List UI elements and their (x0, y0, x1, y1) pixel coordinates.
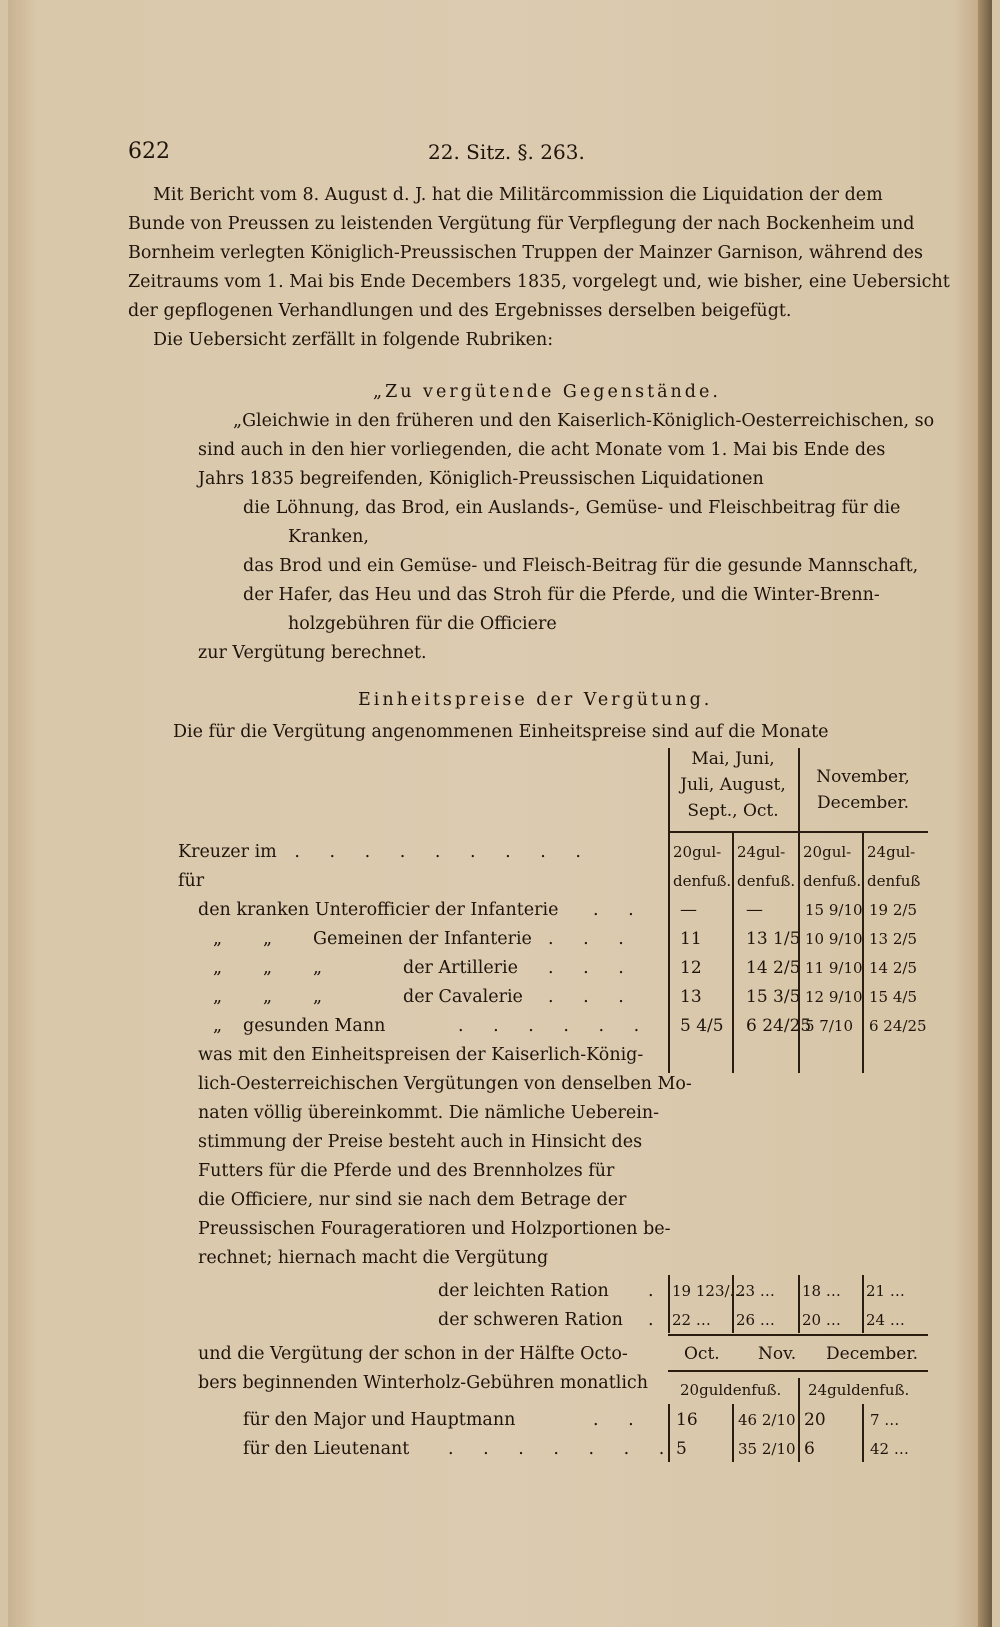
cell: 5 (676, 1439, 687, 1459)
leader-dots: . (648, 1281, 654, 1301)
cell: 24 … (866, 1311, 905, 1329)
ditto-mark: „ (213, 987, 223, 1007)
cell: 19 2/5 (869, 901, 917, 919)
cell: 22 … (672, 1311, 711, 1329)
text-line: und die Vergütung der schon in der Hälfte Octo- (198, 1344, 628, 1364)
intro-line: der gepflogenen Verhandlungen und des Ergebnisses derselben beigefügt. (128, 301, 792, 321)
ditto-mark: „ (213, 958, 223, 978)
table-rule (668, 1275, 670, 1333)
ditto-mark: „ (263, 929, 273, 949)
row-label: gesunden Mann (243, 1016, 386, 1036)
cell: 20 … (802, 1311, 841, 1329)
cell: 6 24/25 (869, 1017, 927, 1035)
text-line: Preussischen Fourageratioren und Holzportionen be- (198, 1219, 671, 1239)
cell: 35 2/10 (738, 1440, 796, 1458)
row-label: der schweren Ration (438, 1310, 623, 1330)
fuss-header: 24guldenfuß. (808, 1381, 910, 1399)
table-rule (732, 832, 734, 1073)
item-line: holzgebühren für die Officiere (288, 614, 557, 634)
row-label: Gemeinen der Infanterie (313, 929, 532, 949)
table-rule (798, 1275, 800, 1333)
col-subheader: denfuß. (803, 872, 862, 890)
cell: 7 … (870, 1411, 900, 1429)
leader-dots: . . . (548, 929, 636, 949)
cell: 19 123/… (672, 1282, 745, 1300)
cell: 26 … (736, 1311, 775, 1329)
leader-dots: . . . (548, 958, 636, 978)
row-label: für den Lieutenant (243, 1439, 410, 1459)
item-line: Kranken, (288, 527, 369, 547)
page-spine-shadow (978, 0, 992, 1627)
text-line: Futters für die Pferde und des Brennholzes für (198, 1161, 615, 1181)
cell: 46 2/10 (738, 1411, 796, 1429)
section-line: sind auch in den hier vorliegenden, die acht Monate vom 1. Mai bis Ende des (198, 440, 886, 460)
row-label: den kranken Unterofficier der Infanterie (198, 900, 559, 920)
table-rule (732, 1404, 734, 1462)
cell: 12 9/10 (805, 988, 863, 1006)
table-rule (862, 1275, 864, 1333)
item-line: der Hafer, das Heu und das Stroh für die Pferde, und die Winter-Brenn- (243, 585, 880, 605)
item-line: die Löhnung, das Brod, ein Auslands-, Gemüse- und Fleischbeitrag für die (243, 498, 901, 518)
ditto-mark: „ (263, 987, 273, 1007)
table-rule (668, 831, 928, 833)
period-header: November, (816, 767, 910, 787)
table-rule (798, 1378, 800, 1462)
leader-dots: . . (593, 900, 646, 920)
row-label: der Cavalerie (403, 987, 523, 1007)
cell: 12 (680, 958, 702, 978)
row-label-fuer: für (178, 871, 205, 891)
text-line: naten völlig übereinkommt. Die nämliche Ueberein- (198, 1103, 660, 1123)
month-header: Oct. (684, 1344, 720, 1364)
section-line: Jahrs 1835 begreifenden, Königlich-Preussischen Liquidationen (198, 469, 764, 489)
period-header: Juli, August, (680, 775, 786, 795)
cell: 11 (680, 929, 702, 949)
text-line: bers beginnenden Winterholz-Gebühren monatlich (198, 1373, 648, 1393)
col-subheader: denfuß. (673, 872, 732, 890)
running-title: 22. Sitz. §. 263. (428, 140, 585, 164)
leader-dots: . . (593, 1410, 646, 1430)
cell: 15 3/5 (746, 987, 801, 1007)
cell: 10 9/10 (805, 930, 863, 948)
cell: 16 (676, 1410, 698, 1430)
cell: 42 … (870, 1440, 909, 1458)
month-header: Nov. (758, 1344, 797, 1364)
intro-line: Die Uebersicht zerfällt in folgende Rubriken: (153, 330, 554, 350)
cell: 20 (804, 1410, 826, 1430)
item-line: das Brod und ein Gemüse- und Fleisch-Beitrag für die gesunde Mannschaft, (243, 556, 919, 576)
period-header: December. (817, 793, 909, 813)
cell: — (746, 900, 763, 920)
text-line: die Officiere, nur sind sie nach dem Betrage der (198, 1190, 627, 1210)
fuss-header: 20guldenfuß. (680, 1381, 782, 1399)
intro-line: Bornheim verlegten Königlich-Preussischen Truppen der Mainzer Garnison, während des (128, 243, 924, 263)
cell: 21 … (866, 1282, 905, 1300)
cell: 11 9/10 (805, 959, 863, 977)
text-line: stimmung der Preise besteht auch in Hinsicht des (198, 1132, 643, 1152)
table-rule (862, 832, 864, 1073)
cell: 14 2/5 (746, 958, 801, 978)
period-header: Sept., Oct. (687, 801, 779, 821)
month-header: December. (826, 1344, 918, 1364)
leader-dots: . (648, 1310, 654, 1330)
leader-dots: . . . . . . . (448, 1439, 677, 1459)
section-heading: Einheitspreise der Vergütung. (358, 690, 713, 710)
cell: 6 (804, 1439, 815, 1459)
ditto-mark: „ (313, 987, 323, 1007)
ditto-mark: „ (213, 929, 223, 949)
col-subheader: 24gul- (867, 843, 916, 861)
col-subheader: denfuß (867, 872, 921, 890)
cell: 15 9/10 (805, 901, 863, 919)
cell: 23 … (736, 1282, 775, 1300)
leader-dots: . . . . . . (458, 1016, 652, 1036)
cell: 5 7/10 (805, 1017, 853, 1035)
cell: 15 4/5 (869, 988, 917, 1006)
cell: 14 2/5 (869, 959, 917, 977)
cell: — (680, 900, 697, 920)
section-line: „Gleichwie in den früheren und den Kaiserlich-Königlich-Oesterreichischen, so (233, 411, 935, 431)
table-rule (668, 1334, 928, 1336)
cell: 18 … (802, 1282, 841, 1300)
cell: 13 1/5 (746, 929, 801, 949)
table-rule (862, 1404, 864, 1462)
section-heading: „Zu vergütende Gegenstände. (373, 382, 721, 402)
cell: 6 24/25 (746, 1016, 812, 1036)
row-label: der leichten Ration (438, 1281, 609, 1301)
ditto-mark: „ (313, 958, 323, 978)
text-line: was mit den Einheitspreisen der Kaiserlich-König- (198, 1045, 644, 1065)
col-subheader: 24gul- (737, 843, 786, 861)
col-subheader: 20gul- (673, 843, 722, 861)
col-subheader: 20gul- (803, 843, 852, 861)
leader-dots: . . . (548, 987, 636, 1007)
row-label-kreuzer: Kreuzer im . . . . . . . . . (178, 842, 593, 862)
period-header: Mai, Juni, (691, 749, 775, 769)
col-subheader: denfuß. (737, 872, 796, 890)
row-label: für den Major und Hauptmann (243, 1410, 516, 1430)
ditto-mark: „ (213, 1016, 223, 1036)
table-rule (668, 1370, 928, 1372)
intro-line: Bunde von Preussen zu leistenden Vergütung für Verpflegung der nach Bockenheim und (128, 214, 915, 234)
cell: 5 4/5 (680, 1016, 724, 1036)
cell: 13 (680, 987, 702, 1007)
text-line: lich-Oesterreichischen Vergütungen von denselben Mo- (198, 1074, 692, 1094)
intro-line: Zeitraums vom 1. Mai bis Ende Decembers 1835, vorgelegt und, wie bisher, eine Uebersicht (128, 272, 950, 292)
text-line: rechnet; hiernach macht die Vergütung (198, 1248, 549, 1268)
intro-line: Mit Bericht vom 8. August d. J. hat die Militärcommission die Liquidation der dem (153, 185, 883, 205)
row-label: der Artillerie (403, 958, 518, 978)
page-number: 622 (128, 139, 170, 164)
table-intro: Die für die Vergütung angenommenen Einheitspreise sind auf die Monate (173, 722, 829, 742)
ditto-mark: „ (263, 958, 273, 978)
cell: 13 2/5 (869, 930, 917, 948)
book-page (8, 0, 992, 1627)
section-end: zur Vergütung berechnet. (198, 643, 427, 663)
